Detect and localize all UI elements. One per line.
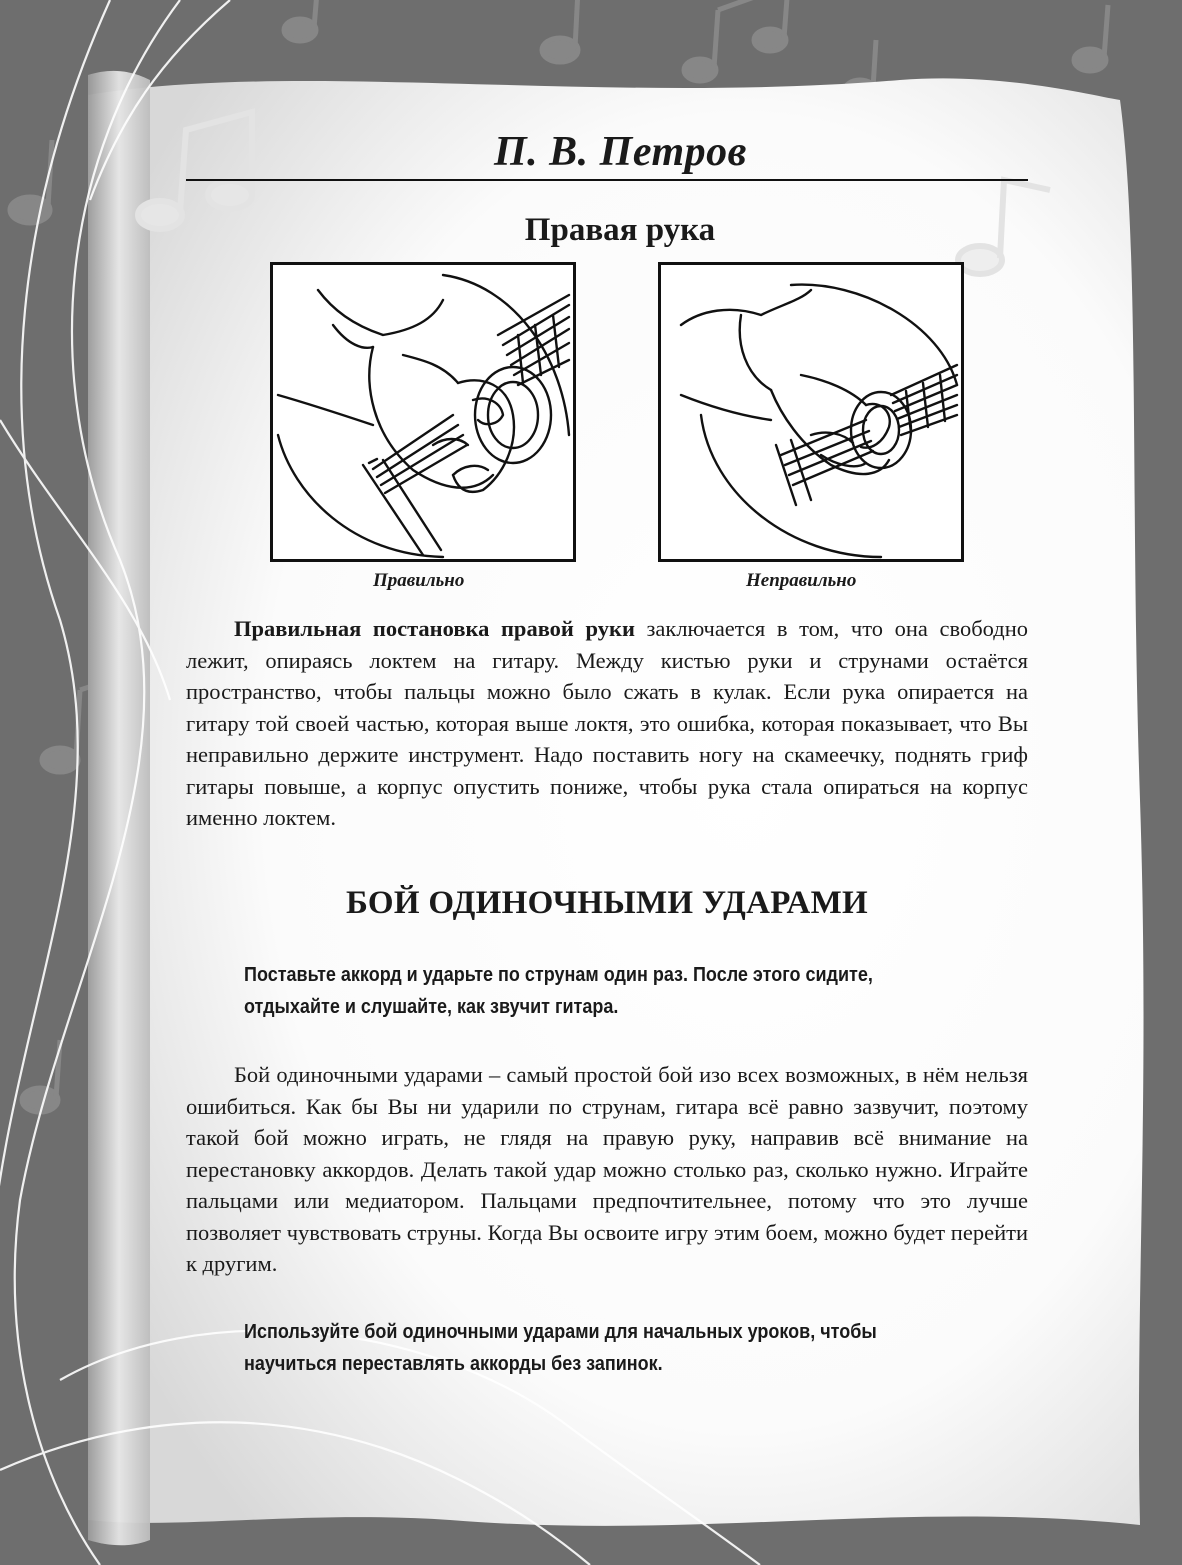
single-strokes-paragraph	[186, 1059, 1028, 1280]
right-hand-paragraph	[186, 613, 1028, 834]
guitar-hand-correct-illustration	[273, 265, 573, 559]
section-title-single-strokes: БОЙ ОДИНОЧНЫМИ УДАРАМИ	[345, 885, 869, 921]
header-rule	[186, 179, 1028, 181]
caption-correct: Правильно	[373, 570, 465, 591]
caption-incorrect: Неправильно	[746, 570, 857, 591]
paragraph-lead-bold: Правильная постановка правой руки	[234, 616, 635, 641]
guitar-hand-incorrect-illustration	[661, 265, 961, 559]
tip-note-1: Поставьте аккорд и ударьте по струнам один раз. После этого сидите, отдыхайте и слушайте, как звучит гитара.	[244, 964, 873, 1018]
section-title-right-hand: Правая рука	[524, 212, 716, 248]
figure-correct	[270, 262, 576, 562]
tip-note-2: Используйте бой одиночными ударами для начальных уроков, чтобы научиться переставлять аккорды без запинок.	[244, 1321, 877, 1375]
figure-incorrect	[658, 262, 964, 562]
single-strokes-body: Бой одиночными ударами – самый простой бой изо всех возможных, в нём нельзя ошибиться. Как бы Вы ни ударили по струнам, гитара всё равно зазвучит, поэтому такой бой можно играть, не глядя на правую руку, направив всё внимание на перестановку аккордов. Делать такой удар можно столько раз, сколько нужно. Играйте пальцами или медиатором. Пальцами предпочтительнее, потому что это лучше позволяет чувствовать струны. Когда Вы освоите игру этим боем, можно будет перейти к другим.	[186, 1062, 1028, 1276]
paragraph-body: заключается в том, что она свободно лежит, опираясь локтем на гитару. Между кистью руки и струнами остаётся пространство, чтобы пальцы можно было сжать в кулак. Если рука опирается на гитару той своей частью, которая выше локтя, это ошибка, которая показывает, что Вы неправильно держите инструмент. Надо поставить ногу на скамеечку, поднять гриф гитары повыше, а корпус опустить пониже, чтобы рука стала опираться на корпус именно локтем.	[186, 616, 1028, 830]
author-name: П. В. Петров	[494, 129, 747, 175]
